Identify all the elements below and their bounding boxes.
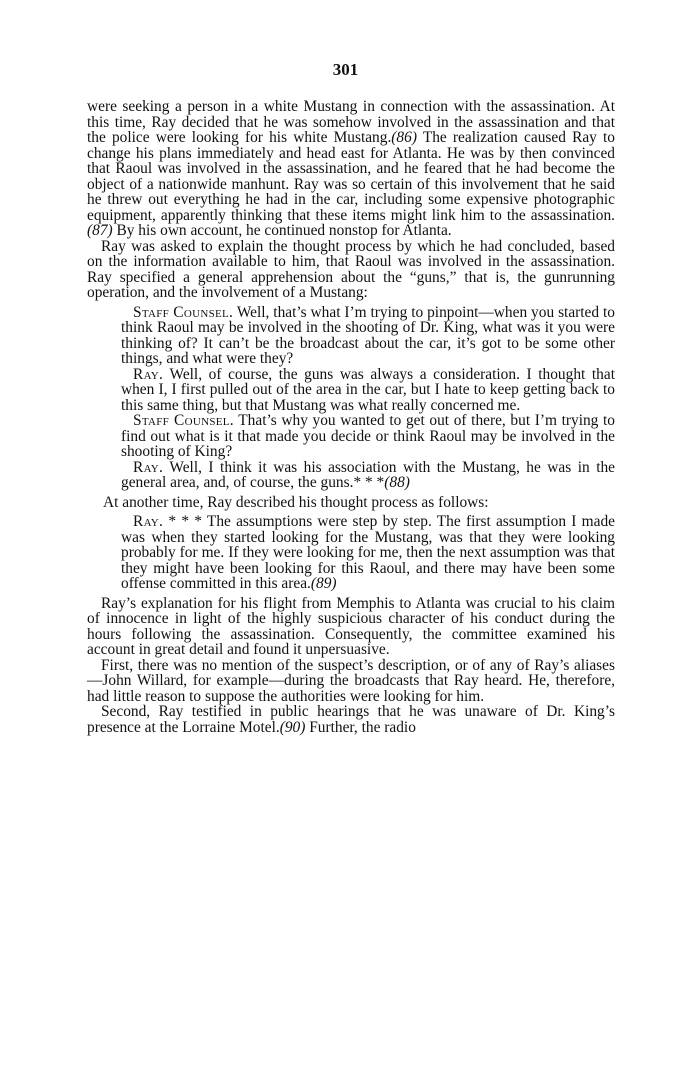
paragraph-explanation-crucial: Ray’s explanation for his flight from Memphis to Atlanta was crucial to his claim of innocence in light of the highly suspicious character of his conduct during the hours following the assassination. Consequently, the committee examined his account in great detail and found it unpersuasive. bbox=[87, 594, 615, 658]
paragraph-text: The realization caused Ray to change his plans immediately and head east for Atlanta. He was by then convinced that Raoul was involved in the assassination, and he feared that he had become the object of a nationwide manhunt. Ray was so certain of this involvement that he said he threw out everything he had in the car, including some expensive photographic equipment, apparently thinking that these items might link him to the assassination. bbox=[87, 129, 615, 224]
page-number: 301 bbox=[332, 60, 359, 79]
testimony-text: Well, of course, the guns was always a consideration. I thought that when I, I first pulled out of the area in the car, but I hate to keep getting back to this same thing, but that Mustang was what really concerned me. bbox=[121, 365, 615, 414]
paragraph-text: Second, Ray testified in public hearings that he was unaware of Dr. King’s presence at the Lorraine Motel. bbox=[87, 703, 615, 736]
testimony-ray-3 bbox=[121, 514, 615, 592]
speaker-staff-counsel: Staff Counsel. bbox=[133, 412, 234, 429]
footnote-ref-88: (88) bbox=[384, 474, 410, 491]
testimony-staff-2 bbox=[121, 413, 615, 460]
footnote-ref-89: (89) bbox=[310, 575, 337, 592]
testimony-staff-1 bbox=[121, 305, 615, 367]
paragraph-text: Further, the radio bbox=[305, 718, 416, 736]
footnote-ref-86: (86) bbox=[391, 129, 417, 146]
paragraph-text: were seeking a person in a white Mustang in connection with the assassination. At this time, Ray decided that he was somehow involved in the assassination and that the police were looking for his white Mustang. bbox=[87, 98, 615, 146]
body-text bbox=[87, 99, 615, 735]
testimony-ray-1 bbox=[121, 367, 615, 414]
testimony-text: Well, I think it was his association with the Mustang, he was in the general area, and, of course, the guns.* * * bbox=[121, 458, 615, 491]
paragraph-thought-process: Ray was asked to explain the thought process by which he had concluded, based on the information available to him, that Raoul was involved in the assassination. Ray specified a general apprehension about the “guns,” that is, the gunrunning operation, and the involvement of a Mustang: bbox=[87, 237, 615, 301]
testimony-ray-2 bbox=[121, 460, 615, 491]
testimony-text: * * * The assumptions were step by step. The first assumption I made was when they started looking for the Mustang, was that they were looking probably for me. If they were looking for me, then the next assumption was that they might have been looking for this Raoul, and there may have been some offense committed in this area. bbox=[121, 513, 615, 592]
paragraph-mustang-realization bbox=[87, 99, 615, 239]
testimony-block-1 bbox=[121, 305, 615, 491]
paragraph-second-point bbox=[87, 704, 615, 735]
testimony-text: Well, that’s what I’m trying to pinpoint—when you started to think Raoul may be involved in the shooting of Dr. King, what was it you were thinking of? It can’t be the broadcast about the car, it’s got to be some other things, and what were they? bbox=[121, 303, 615, 367]
footnote-ref-90: (90) bbox=[279, 718, 306, 736]
testimony-text: That’s why you wanted to get out of there, but I’m trying to find out what is it that made you decide or think Raoul may be involved in the shooting of King? bbox=[121, 412, 615, 460]
speaker-staff-counsel: Staff Counsel. bbox=[133, 303, 234, 321]
paragraph-text: By his own account, he continued nonstop for Atlanta. bbox=[112, 222, 452, 239]
speaker-ray: Ray. bbox=[133, 365, 164, 383]
speaker-ray: Ray. bbox=[133, 513, 164, 530]
footnote-ref-87: (87) bbox=[87, 222, 113, 239]
paragraph-another-time: At another time, Ray described his thought process as follows: bbox=[103, 493, 489, 511]
speaker-ray: Ray. bbox=[133, 458, 164, 476]
paragraph-first-point: First, there was no mention of the suspect’s description, or of any of Ray’s aliases—John Willard, for example—during the broadcasts that Ray heard. He, therefore, had little reason to suppose the authorities were looking for him. bbox=[87, 656, 615, 705]
testimony-block-2 bbox=[121, 514, 615, 592]
